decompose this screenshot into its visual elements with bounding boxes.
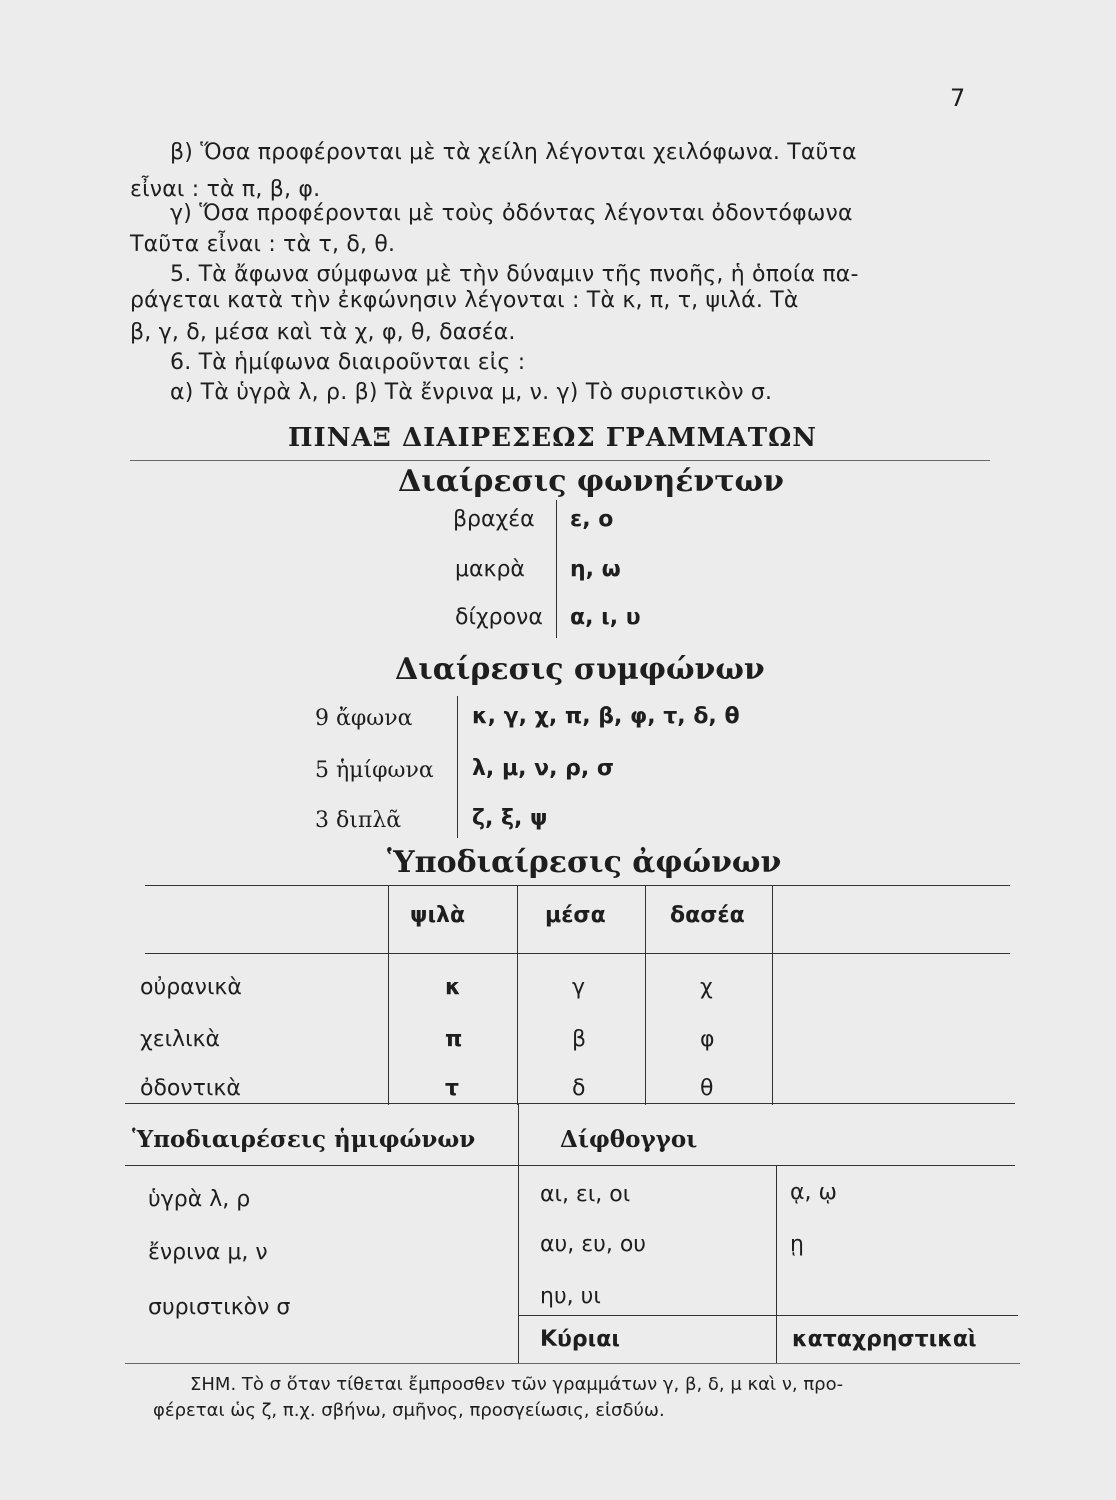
paragraph-beta-line1: β) Ὅσα προφέρονται μὲ τὰ χείλη λέγονται χειλόφωνα. Ταῦτα: [170, 140, 857, 165]
mutes-cell: τ: [445, 1076, 460, 1101]
note-line2: φέρεται ὡς ζ, π.χ. σβήνω, σμῆνος, προσγείωσις, εἰσδύω.: [153, 1400, 665, 1421]
mutes-header-cell: μέσα: [545, 903, 606, 928]
table-title: ΠΙΝΑΞ ΔΙΑΙΡΕΣΕΩΣ ΓΡΑΜΜΑΤΩΝ: [288, 423, 817, 453]
mutes-header-rule: [145, 953, 1010, 954]
paragraph-gamma-line1: γ) Ὅσα προφέρονται μὲ τοὺς ὀδόντας λέγονται ὀδοντόφωνα: [170, 201, 853, 226]
mutes-col-divider: [645, 885, 646, 1105]
diphthongs-header-rule: [125, 1165, 1015, 1166]
consonants-label: 3 διπλᾶ: [315, 808, 402, 833]
semivowels-row: συριστικὸν σ: [148, 1295, 291, 1320]
mutes-cell: θ: [700, 1076, 714, 1101]
paragraph-5-line1: 5. Τὰ ἄφωνα σύμφωνα μὲ τὴν δύναμιν τῆς πνοῆς, ἡ ὁποία πα-: [170, 262, 859, 287]
page-number: 7: [950, 84, 966, 112]
diphthongs-improper-label: καταχρηστικαὶ: [792, 1327, 977, 1352]
mutes-bottom-rule: [125, 1103, 1015, 1104]
title-rule: [130, 460, 990, 461]
paragraph-gamma-line2: Ταῦτα εἶναι : τὰ τ, δ, θ.: [130, 232, 396, 257]
diphthong-improper: ᾳ, ῳ: [790, 1180, 837, 1205]
consonants-divider: [457, 696, 458, 838]
mutes-cell: δ: [572, 1076, 586, 1101]
consonants-value: ζ, ξ, ψ: [472, 806, 548, 831]
mutes-cell: γ: [572, 975, 586, 1000]
vowels-value: η, ω: [570, 557, 621, 582]
semivowels-title: Ὑποδιαιρέσεις ἡμιφώνων: [132, 1126, 476, 1153]
mutes-row-label: χειλικὰ: [140, 1027, 220, 1052]
paragraph-6-line1: 6. Τὰ ἡμίφωνα διαιροῦνται εἰς :: [170, 350, 526, 375]
diphthong-improper: ῃ: [790, 1232, 804, 1257]
consonants-value: κ, γ, χ, π, β, φ, τ, δ, θ: [472, 704, 740, 729]
mutes-header-cell: δασέα: [670, 903, 745, 928]
consonants-label: 9 ἄφωνα: [315, 706, 413, 731]
vowels-divider: [556, 500, 557, 638]
mutes-cell: φ: [700, 1027, 715, 1052]
mutes-cell: χ: [700, 975, 713, 1000]
vowels-value: α, ι, υ: [570, 605, 641, 630]
semivowels-row: ἔνρινα μ, ν: [148, 1240, 268, 1265]
vowels-label: μακρὰ: [455, 557, 525, 582]
diphthong-proper: αι, ει, οι: [540, 1182, 631, 1207]
paragraph-5-line2: ράγεται κατὰ τὴν ἐκφώνησιν λέγονται : Τὰ κ, π, τ, ψιλά. Τὰ: [130, 288, 799, 313]
diphthongs-proper-label: Κύριαι: [540, 1327, 620, 1352]
paragraph-beta-line2: εἶναι : τὰ π, β, φ.: [130, 177, 321, 202]
mutes-row-label: ὀδοντικὰ: [140, 1076, 241, 1101]
mutes-title: Ὑποδιαίρεσις ἀφώνων: [387, 845, 782, 880]
semivowels-divider: [518, 1103, 519, 1363]
mutes-top-rule: [145, 885, 1010, 886]
mutes-header-cell: ψιλὰ: [410, 903, 466, 928]
vowels-label: δίχρονα: [455, 605, 543, 630]
diphthongs-title: Δίφθογγοι: [560, 1126, 698, 1153]
consonants-label: 5 ἡμίφωνα: [315, 758, 434, 783]
consonants-title: Διαίρεσις συμφώνων: [395, 652, 765, 687]
diphthong-proper: ηυ, υι: [540, 1284, 601, 1309]
mutes-cell: κ: [445, 975, 461, 1000]
diphthong-proper: αυ, ευ, ου: [540, 1232, 647, 1257]
semivowels-row: ὑγρὰ λ, ρ: [148, 1187, 251, 1212]
diphthongs-divider: [776, 1165, 777, 1363]
note-line1: ΣΗΜ. Τὸ σ ὅταν τίθεται ἔμπροσθεν τῶν γραμμάτων γ, β, δ, μ καὶ ν, προ-: [190, 1374, 844, 1395]
vowels-label: βραχέα: [453, 507, 535, 532]
paragraph-5-line3: β, γ, δ, μέσα καὶ τὰ χ, φ, θ, δασέα.: [130, 320, 516, 345]
table-bottom-rule: [125, 1363, 1020, 1364]
mutes-cell: β: [572, 1027, 587, 1052]
paragraph-6-line2: α) Τὰ ὑγρὰ λ, ρ. β) Τὰ ἔνρινα μ, ν. γ) Τὸ συριστικὸν σ.: [170, 380, 773, 405]
diphthongs-footer-rule: [518, 1315, 1018, 1316]
mutes-col-divider: [388, 885, 389, 1105]
vowels-value: ε, ο: [570, 507, 614, 532]
vowels-title: Διαίρεσις φωνηέντων: [398, 464, 784, 499]
mutes-col-divider: [517, 885, 518, 1105]
consonants-value: λ, μ, ν, ρ, σ: [472, 756, 615, 781]
mutes-col-divider: [772, 885, 773, 1105]
mutes-row-label: οὐρανικὰ: [140, 975, 242, 1000]
mutes-cell: π: [445, 1027, 463, 1052]
